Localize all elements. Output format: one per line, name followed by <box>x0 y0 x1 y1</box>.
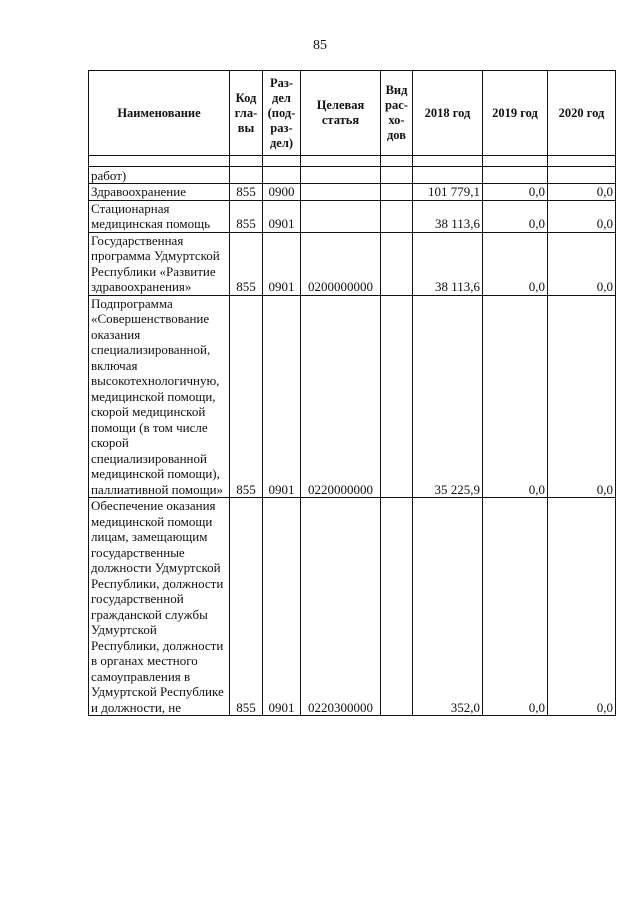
row-2019 <box>483 167 548 184</box>
budget-table <box>88 70 616 716</box>
table-row <box>89 184 616 201</box>
row-target: 0200000000 <box>301 232 381 295</box>
row-2020: 0,0 <box>548 232 616 295</box>
table-row <box>89 295 616 498</box>
row-2020: 0,0 <box>548 498 616 716</box>
spacer-cell <box>483 156 548 167</box>
row-name: Стационарная медицинская помощь <box>89 200 230 232</box>
row-type <box>381 200 413 232</box>
row-target <box>301 167 381 184</box>
header-2018: 2018 год <box>413 71 483 156</box>
row-chapter <box>230 167 263 184</box>
row-2018: 352,0 <box>413 498 483 716</box>
row-section: 0901 <box>263 295 301 498</box>
header-section: Раз- дел (под- раз- дел) <box>263 71 301 156</box>
page-number: 85 <box>313 38 327 53</box>
row-name: Государственная программа Удмуртской Республики «Развитие здравоохранения» <box>89 232 230 295</box>
row-2018 <box>413 167 483 184</box>
header-chapter-code: Код гла- вы <box>230 71 263 156</box>
row-section <box>263 167 301 184</box>
spacer-row <box>89 156 616 167</box>
row-2018: 38 113,6 <box>413 200 483 232</box>
row-2018: 101 779,1 <box>413 184 483 201</box>
table-row <box>89 498 616 716</box>
spacer-cell <box>381 156 413 167</box>
header-row <box>89 71 616 156</box>
row-2019: 0,0 <box>483 232 548 295</box>
table-row <box>89 167 616 184</box>
row-2019: 0,0 <box>483 498 548 716</box>
row-name: Подпрограмма «Совершенствование оказания специализированной, включая высокотехнологичную, медицинской помощи, скорой медицинской помощи (в том числе скорой специализированной медицинской помощи), паллиативной помощи» <box>89 295 230 498</box>
row-name: работ) <box>89 167 230 184</box>
header-name: Наименование <box>89 71 230 156</box>
row-target <box>301 184 381 201</box>
row-section: 0901 <box>263 200 301 232</box>
row-section: 0901 <box>263 498 301 716</box>
row-name: Обеспечение оказания медицинской помощи лицам, замещающим государственные должности Удмуртской Республики, должности государственной гражданской службы Удмуртской Республики, должности в органах местного самоуправления в Удмуртской Республике и должности, не <box>89 498 230 716</box>
row-chapter: 855 <box>230 200 263 232</box>
header-2019: 2019 год <box>483 71 548 156</box>
row-2019: 0,0 <box>483 200 548 232</box>
table-row <box>89 200 616 232</box>
row-chapter: 855 <box>230 295 263 498</box>
row-section: 0900 <box>263 184 301 201</box>
row-type <box>381 232 413 295</box>
spacer-cell <box>263 156 301 167</box>
row-section: 0901 <box>263 232 301 295</box>
header-2020: 2020 год <box>548 71 616 156</box>
row-chapter: 855 <box>230 232 263 295</box>
row-target: 0220000000 <box>301 295 381 498</box>
row-2018: 35 225,9 <box>413 295 483 498</box>
row-chapter: 855 <box>230 498 263 716</box>
row-2020: 0,0 <box>548 295 616 498</box>
table-row <box>89 232 616 295</box>
row-2020: 0,0 <box>548 184 616 201</box>
row-2019: 0,0 <box>483 295 548 498</box>
row-type <box>381 498 413 716</box>
header-target: Целевая статья <box>301 71 381 156</box>
spacer-cell <box>548 156 616 167</box>
row-2018: 38 113,6 <box>413 232 483 295</box>
row-type <box>381 184 413 201</box>
row-name: Здравоохранение <box>89 184 230 201</box>
row-target: 0220300000 <box>301 498 381 716</box>
spacer-cell <box>413 156 483 167</box>
spacer-cell <box>89 156 230 167</box>
spacer-cell <box>230 156 263 167</box>
row-2020: 0,0 <box>548 200 616 232</box>
row-2020 <box>548 167 616 184</box>
row-type <box>381 295 413 498</box>
header-expense-type: Вид рас- хо- дов <box>381 71 413 156</box>
row-chapter: 855 <box>230 184 263 201</box>
row-type <box>381 167 413 184</box>
row-target <box>301 200 381 232</box>
spacer-cell <box>301 156 381 167</box>
row-2019: 0,0 <box>483 184 548 201</box>
